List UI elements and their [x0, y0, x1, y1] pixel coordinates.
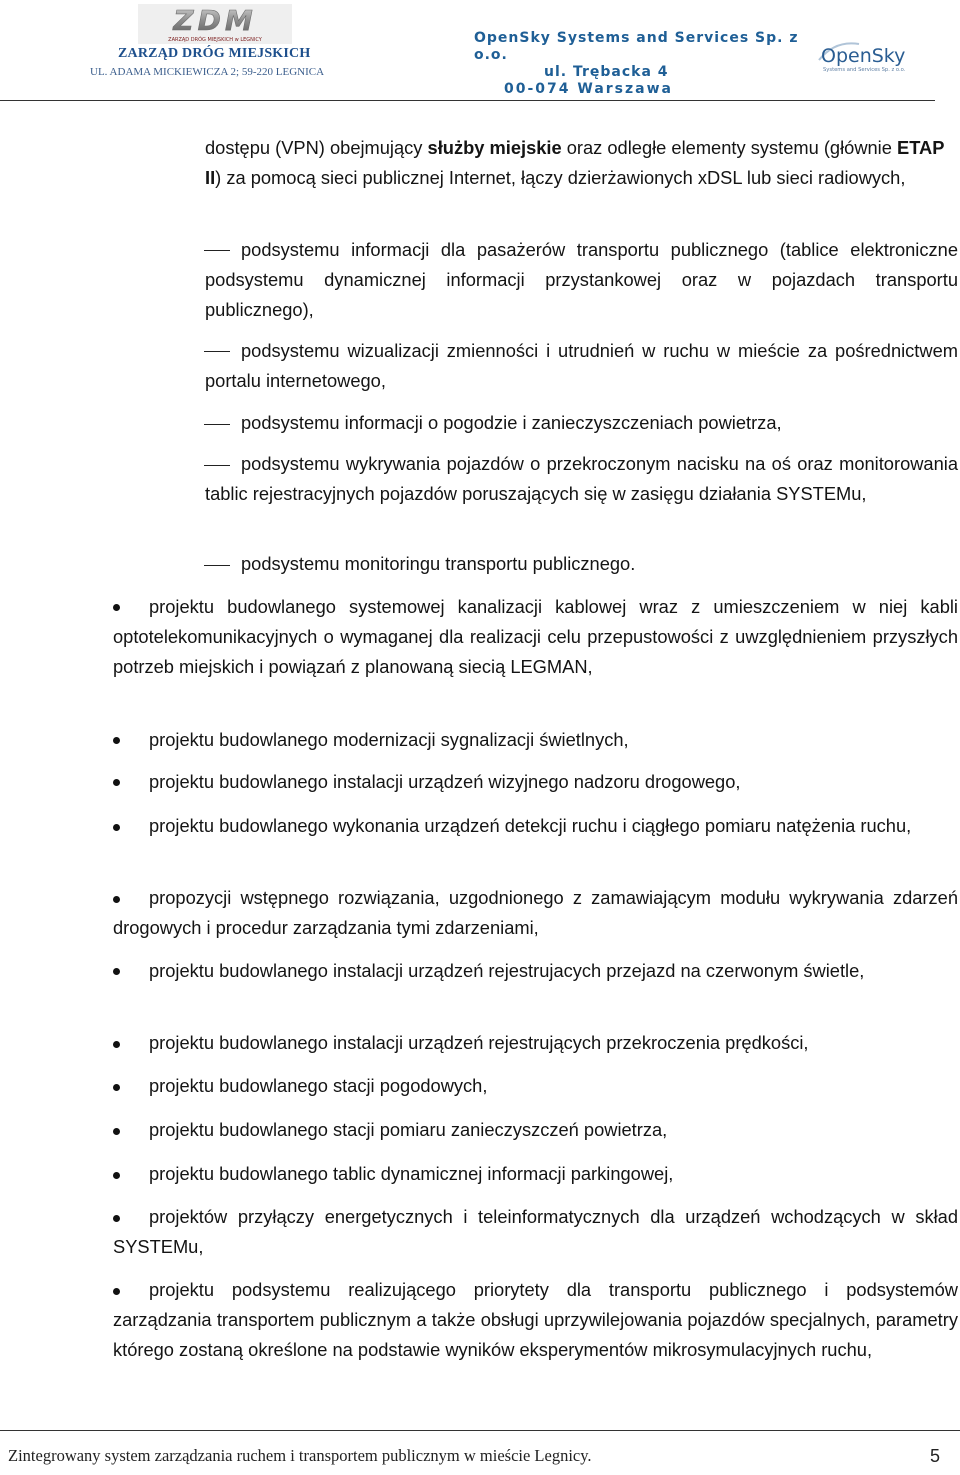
opensky-logo-subtext: Systems and Services Sp. z o.o.: [823, 67, 905, 73]
bullet-item: projektu budowlanego instalacji urządzeń wizyjnego nadzoru drogowego,: [149, 771, 741, 792]
dash-item: podsystemu informacji dla pasażerów transportu publicznego (tablice elektroniczne podsystemu dynamicznej informacji przystankowej oraz w pojazdach transportu publicznego),: [205, 239, 958, 320]
dash-item: podsystemu monitoringu transportu publicznego.: [241, 553, 636, 574]
header-divider: [0, 100, 935, 101]
intro-text-3: ) za pomocą sieci publicznej Internet, łączy dzierżawionych xDSL lub sieci radiowych,: [215, 167, 906, 188]
company-city: 00-074 Warszawa: [504, 81, 673, 97]
dash-item: podsystemu wizualizacji zmienności i utrudnień w ruchu w mieście za pośrednictwem portalu internetowego,: [205, 340, 958, 391]
company-address: [474, 30, 804, 98]
intro-paragraph: [205, 133, 957, 193]
intro-text-1: dostępu (VPN) obejmujący: [205, 137, 428, 158]
bullet-item: projektu budowlanego tablic dynamicznej informacji parkingowej,: [149, 1163, 674, 1184]
company-name: OpenSky Systems and Services Sp. z o.o.: [474, 30, 799, 63]
dash-item: podsystemu informacji o pogodzie i zanieczyszczeniach powietrza,: [241, 412, 782, 433]
bullet-item: propozycji wstępnego rozwiązania, uzgodnionego z zamawiającym modułu wykrywania zdarzeń drogowych i procedur zarządzania tymi zdarzeniami,: [113, 887, 958, 938]
bullet-item: projektu budowlanego modernizacji sygnalizacji świetlnych,: [149, 729, 629, 750]
zdm-logo-subtext: ZARZĄD DRÓG MIEJSKICH w LEGNICY: [168, 37, 262, 43]
intro-text-2: oraz odległe elementy systemu (głównie: [561, 137, 897, 158]
org-name: ZARZĄD DRÓG MIEJSKICH: [118, 46, 311, 61]
footer-divider: [0, 1430, 960, 1431]
bullet-item: projektu budowlanego stacji pomiaru zanieczyszczeń powietrza,: [149, 1119, 668, 1140]
zdm-logo: [138, 4, 292, 44]
page-number: 5: [930, 1446, 941, 1466]
page-header: [0, 0, 960, 100]
opensky-logo: [815, 36, 905, 78]
bullet-item: projektu podsystemu realizującego priorytety dla transportu publicznego i podsystemów zarządzania transportem publicznym a także obsługi uprzywilejowania pojazdów specjalnych, parametry którego zostaną określone na podstawie wyników eksperymentów mikrosymulacyjnych ruchu,: [113, 1279, 958, 1360]
intro-bold-1: służby miejskie: [427, 137, 562, 158]
bullet-item: projektu budowlanego systemowej kanalizacji kablowej wraz z umieszczeniem w niej kabli optotelekomunikacyjnych o wymaganej dla realizacji celu przepustowości z uwzględnieniem przyszłych potrzeb miejskich i powiązań z planowaną siecią LEGMAN,: [113, 596, 958, 677]
opensky-logo-text: OpenSky: [821, 45, 905, 67]
bullet-item: projektu budowlanego instalacji urządzeń rejestrujacych przejazd na czerwonym świetle,: [149, 960, 865, 981]
bullet-item: projektu budowlanego stacji pogodowych,: [149, 1075, 488, 1096]
bullet-item: projektu budowlanego wykonania urządzeń detekcji ruchu i ciągłego pomiaru natężenia ruchu,: [149, 815, 912, 836]
zdm-logo-text: ZDM: [173, 4, 257, 37]
intro-bold-2: ETAP II: [205, 137, 945, 188]
bullet-item: projektów przyłączy energetycznych i teleinformatycznych dla urządzeń wchodzących w skład SYSTEMu,: [113, 1206, 958, 1257]
dash-item: podsystemu wykrywania pojazdów o przekroczonym nacisku na oś oraz monitorowania tablic rejestracyjnych pojazdów poruszających się w zasięgu działania SYSTEMu,: [205, 453, 958, 504]
company-street: ul. Trębacka 4: [544, 64, 669, 80]
org-address: UL. ADAMA MICKIEWICZA 2; 59-220 LEGNICA: [90, 66, 325, 78]
footer-title: Zintegrowany system zarządzania ruchem i transportem publicznym w mieście Legnicy.: [8, 1446, 592, 1465]
bullet-item: projektu budowlanego instalacji urządzeń rejestrujących przekroczenia prędkości,: [149, 1032, 809, 1053]
